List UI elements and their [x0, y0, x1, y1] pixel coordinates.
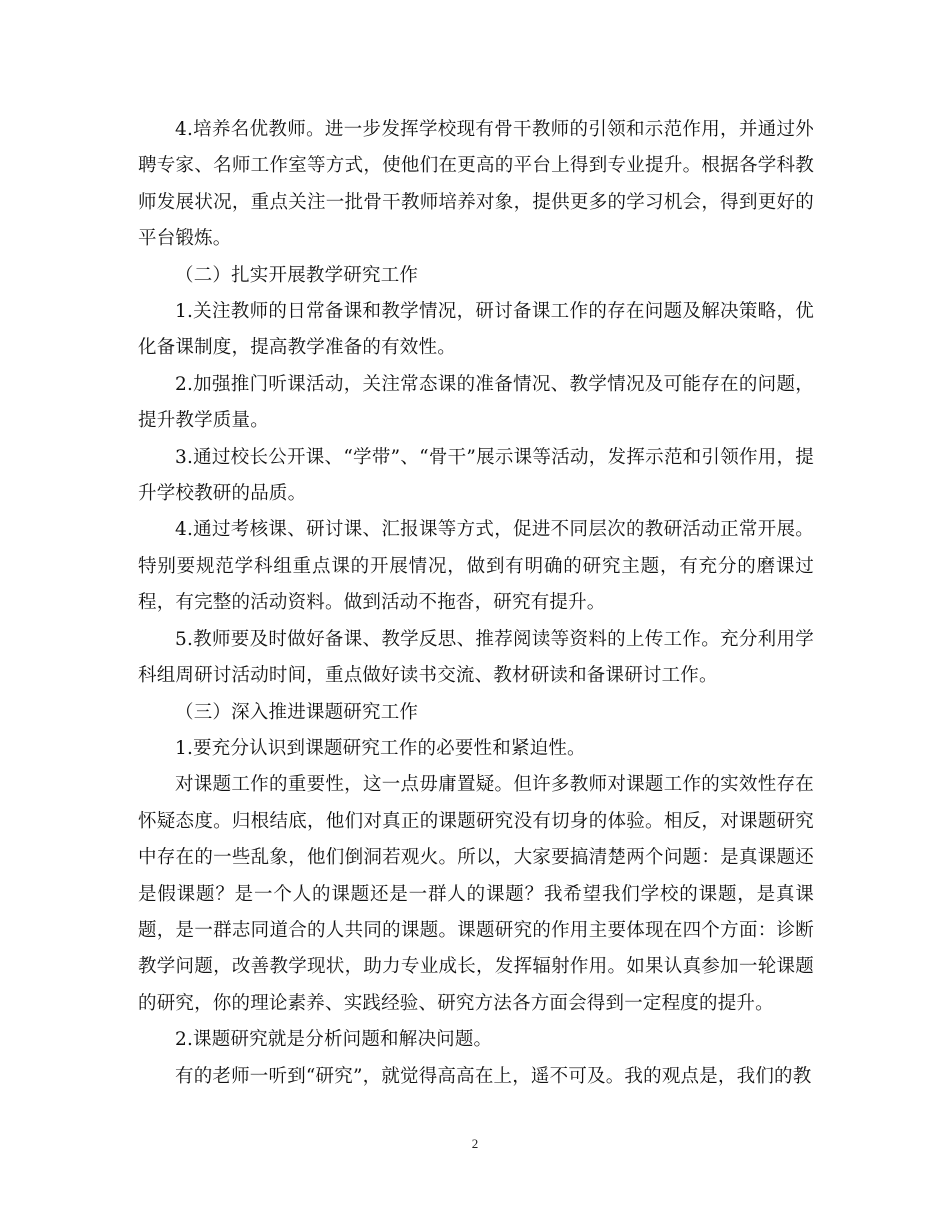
- section-heading-teaching-research: （二）扎实开展教学研究工作: [175, 264, 419, 286]
- para-demo-lessons: 3.通过校长公开课、“学带”、“骨干”展示课等活动，发挥示范和引领作用，提升学校教研的品质。: [138, 446, 814, 505]
- para-project-analysis: 2.课题研究就是分析问题和解决问题。: [175, 1029, 493, 1051]
- para-class-observation: 2.加强推门听课活动，关注常态课的准备情况、教学情况及可能存在的问题，提升教学质量。: [138, 373, 814, 432]
- para-lesson-prep: 1.关注教师的日常备课和教学情况，研讨备课工作的存在问题及解决策略，优化备课制度，提高教学准备的有效性。: [138, 301, 814, 359]
- para-upload-materials: 5.教师要及时做好备课、教学反思、推荐阅读等资料的上传工作。充分利用学科组周研讨活动时间，重点做好读书交流、教材研读和备课研讨工作。: [138, 628, 814, 687]
- para-assessment-lessons: 4.通过考核课、研讨课、汇报课等方式，促进不同层次的教研活动正常开展。特别要规范学科组重点课的开展情况，做到有明确的研究主题，有充分的磨课过程，有完整的活动资料。做到活动不拖沓，研究有提升。: [138, 519, 814, 614]
- page-number: 2: [471, 1136, 479, 1151]
- para-project-importance: 对课题工作的重要性，这一点毋庸置疑。但许多教师对课题工作的实效性存在怀疑态度。归根结底，他们对真正的课题研究没有切身的体验。相反，对课题研究中存在的一些乱象，他们倒洞若观火。所以，大家要搞清楚两个问题：是真课题还是假课题？是一个人的课题还是一群人的课题？我希望我们学校的课题，是真课题，是一群志同道合的人共同的课题。课题研究的作用主要体现在四个方面：诊断教学问题，改善教学现状，助力专业成长，发挥辐射作用。如果认真参加一轮课题的研究，你的理论素养、实践经验、研究方法各方面会得到一定程度的提升。: [138, 774, 814, 1014]
- para-cultivate-teachers: 4.培养名优教师。进一步发挥学校现有骨干教师的引领和示范作用，并通过外聘专家、名师工作室等方式，使他们在更高的平台上得到专业提升。根据各学科教师发展状况，重点关注一批骨干教师培养对象，提供更多的学习机会，得到更好的平台锻炼。: [138, 119, 814, 250]
- document-body: [138, 112, 814, 1095]
- section-heading-project-research: （三）深入推进课题研究工作: [175, 701, 419, 723]
- para-project-necessity: 1.要充分认识到课题研究工作的必要性和紧迫性。: [175, 737, 586, 759]
- para-research-view: 有的老师一听到“研究”，就觉得高高在上，遥不可及。我的观点是，我们的教: [175, 1065, 812, 1087]
